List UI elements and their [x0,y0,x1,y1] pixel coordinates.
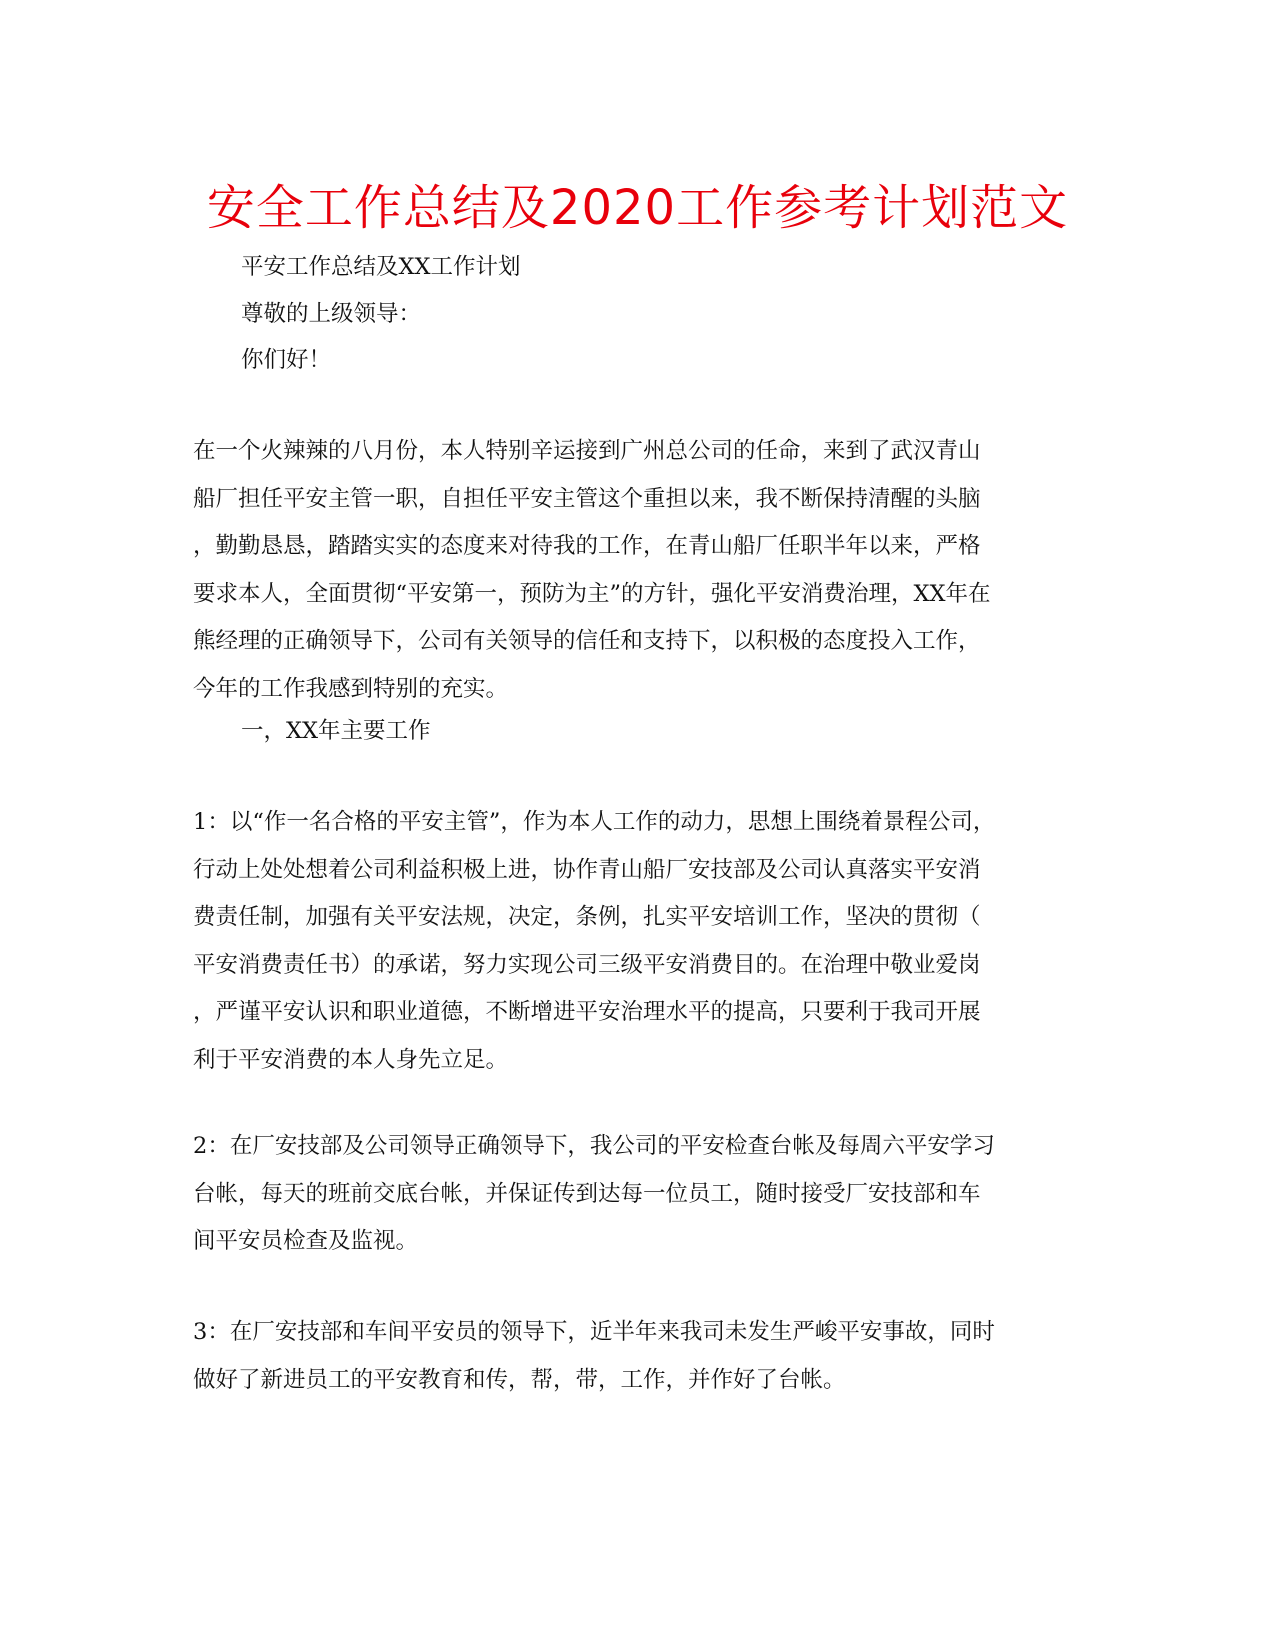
paragraph-line: 平安消费责任书）的承诺，努力实现公司三级平安消费目的。在治理中敬业爱岗 [193,951,981,978]
paragraph-line: ，严谨平安认识和职业道德，不断增进平安治理水平的提高，只要利于我司开展 [193,999,981,1025]
item-2-paragraph [193,1123,1083,1266]
paragraph-line: 费责任制，加强有关平安法规，决定，条例，扎实平安培训工作，坚决的贯彻（ [193,904,981,930]
paragraph-line: 3：在厂安技部和车间平安员的领导下，近半年来我司未发生严峻平安事故，同时 [193,1319,995,1345]
paragraph-line: 在一个火辣辣的八月份，本人特别辛运接到广州总公司的任命，来到了武汉青山 [193,438,981,464]
paragraph-line: 做好了新进员工的平安教育和传，帮，带，工作，并作好了台帐。 [193,1366,846,1393]
section-heading: 一，XX年主要工作 [241,718,431,744]
paragraph-line: 1：以“作一名合格的平安主管”，作为本人工作的动力，思想上围绕着景程公司， [193,809,996,835]
paragraph-line: 要求本人，全面贯彻“平安第一，预防为主”的方针，强化平安消费治理，XX年在 [193,580,991,607]
paragraph-line: 熊经理的正确领导下，公司有关领导的信任和支持下，以积极的态度投入工作， [193,628,981,654]
paragraph-line: ，勤勤恳恳，踏踏实实的态度来对待我的工作，在青山船厂任职半年以来，严格 [193,533,981,559]
item-1-paragraph [193,799,1083,1084]
intro-paragraph [193,428,1083,713]
document-title: 安全工作总结及2020工作参考计划范文 [206,180,1069,236]
paragraph-line: 间平安员检查及监视。 [193,1228,419,1254]
salutation: 尊敬的上级领导： [241,301,422,327]
paragraph-line: 2：在厂安技部及公司领导正确领导下，我公司的平安检查台帐及每周六平安学习 [193,1133,995,1159]
paragraph-line: 利于平安消费的本人身先立足。 [193,1046,509,1073]
document-subtitle: 平安工作总结及XX工作计划 [241,254,521,280]
paragraph-line: 船厂担任平安主管一职，自担任平安主管这个重担以来，我不断保持清醒的头脑 [193,485,981,512]
greeting: 你们好！ [241,347,332,373]
paragraph-line: 今年的工作我感到特别的充实。 [193,675,509,702]
paragraph-line: 行动上处处想着公司利益积极上进，协作青山船厂安技部及公司认真落实平安消 [193,856,981,883]
item-3-paragraph [193,1309,1083,1404]
paragraph-line: 台帐，每天的班前交底台帐，并保证传到达每一位员工，随时接受厂安技部和车 [193,1180,981,1207]
